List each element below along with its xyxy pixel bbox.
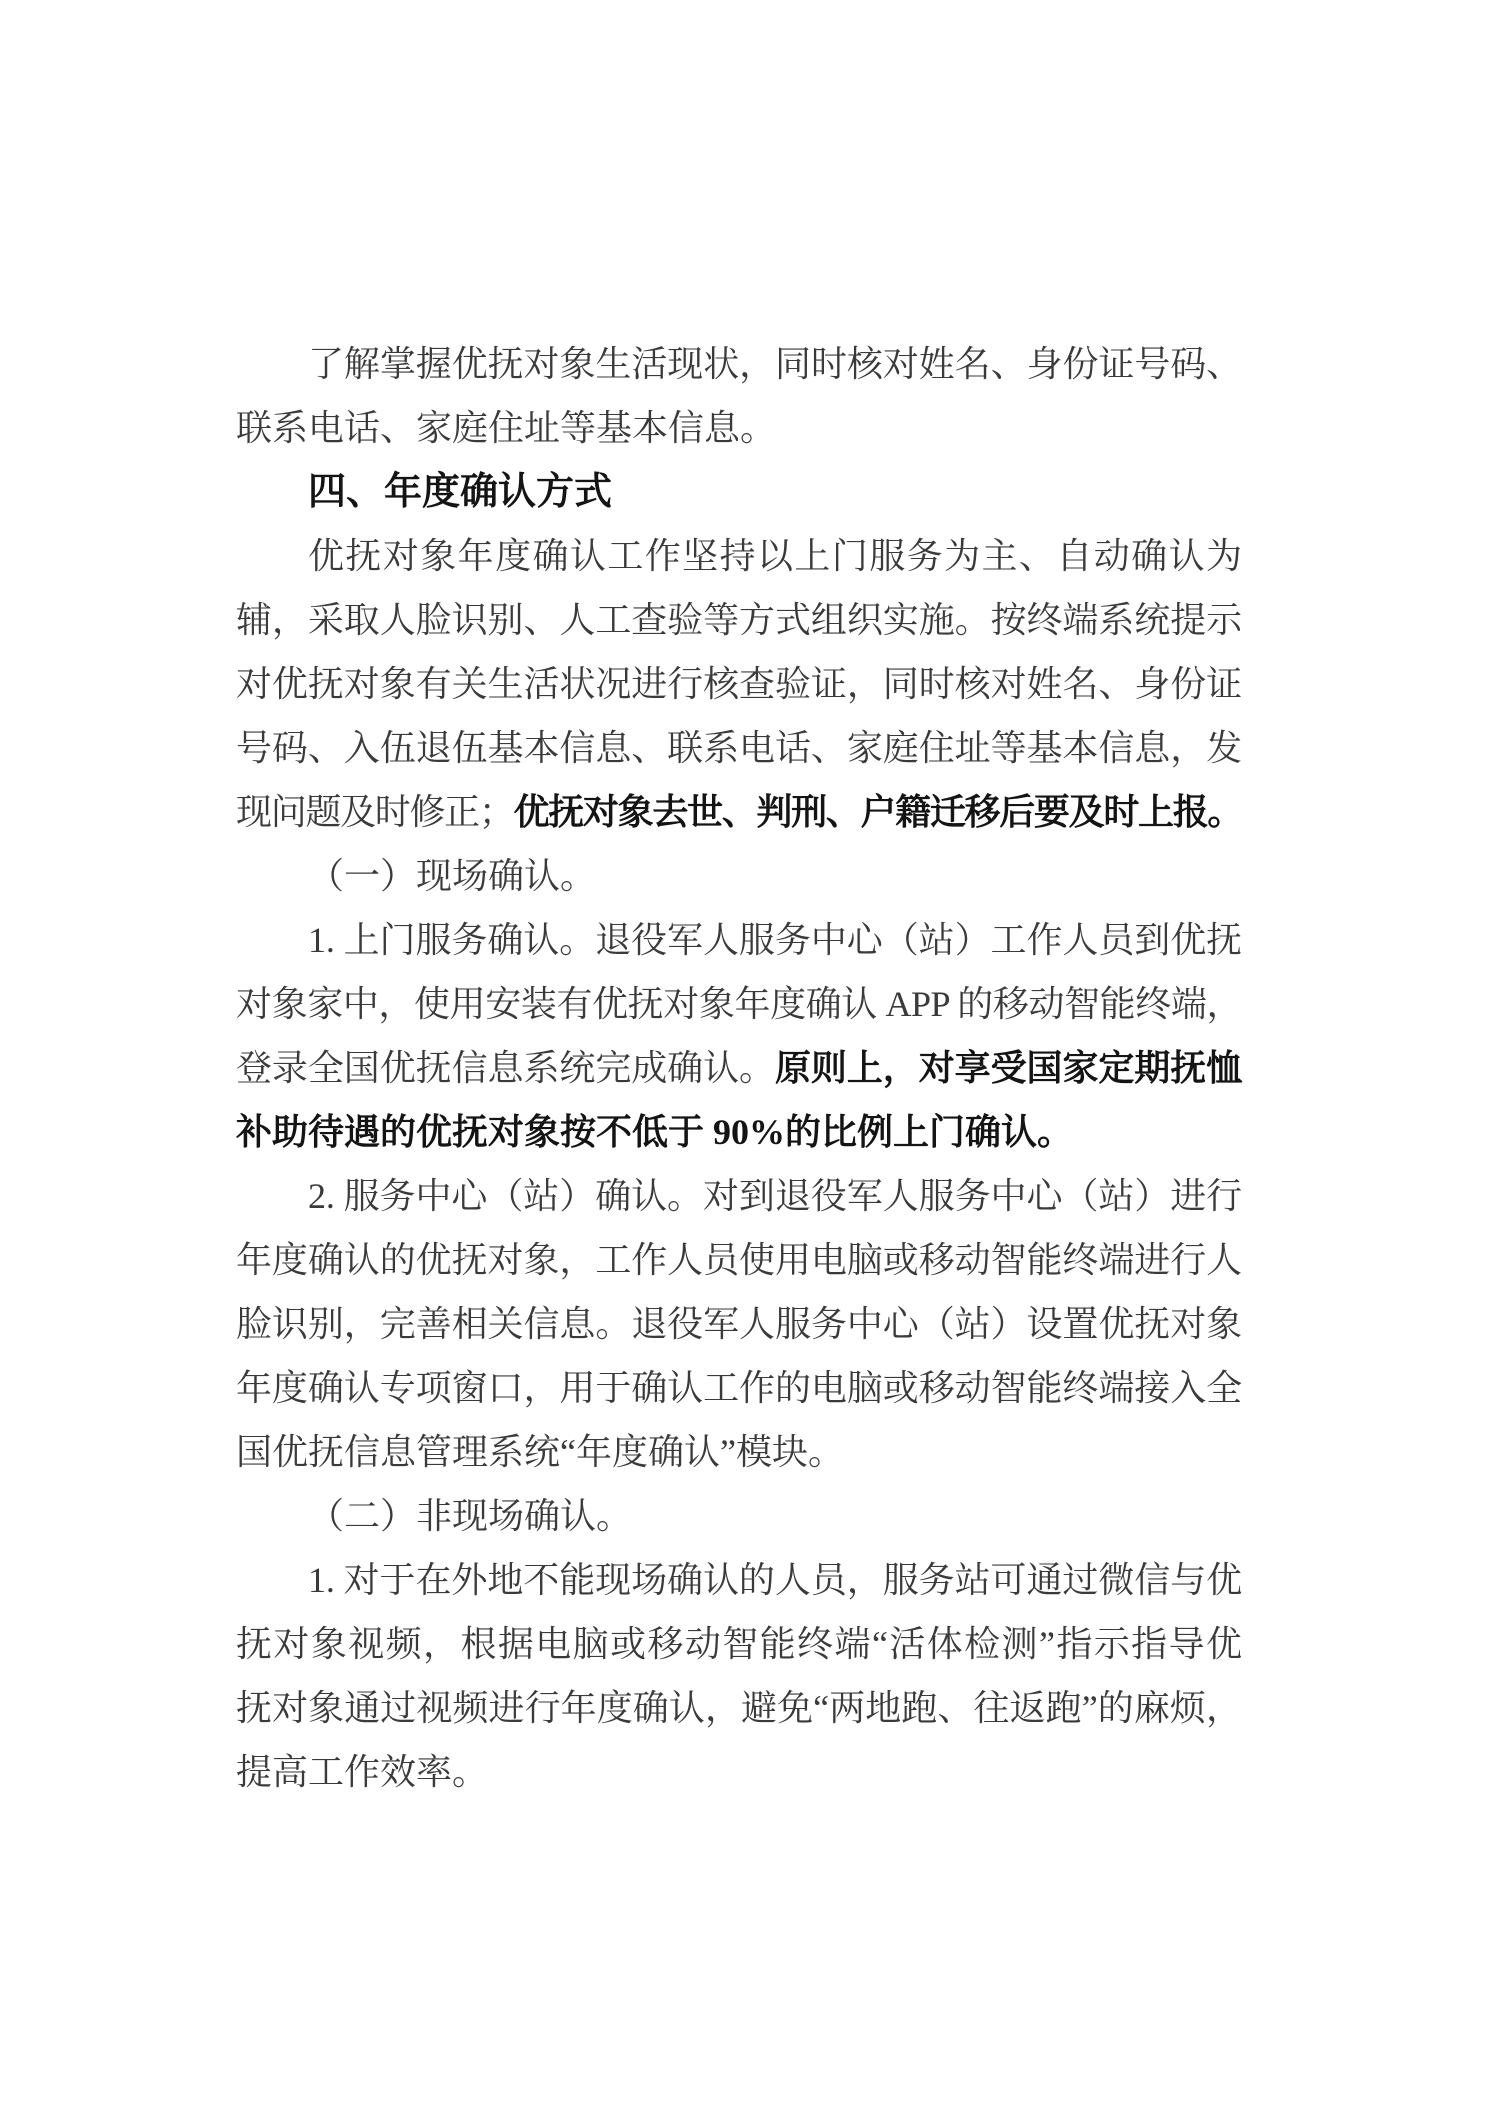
text-line [236,1100,1242,1164]
document-body [236,332,1242,1804]
text-line [236,1292,1242,1356]
text-segment: 补助待遇的优抚对象按不低于 90%的比例上门确认。 [236,1112,1074,1152]
text-segment: 原则上，对享受国家定期抚恤 [774,1048,1242,1088]
text-line [236,652,1242,716]
text-segment: 2. 服务中心（站）确认。对到退役军人服务中心（站）进行 [308,1176,1242,1216]
text-line [236,844,1242,908]
text-segment: 抚对象视频，根据电脑或移动智能终端“活体检测”指示指导优 [236,1624,1242,1664]
text-line [236,524,1242,588]
text-line [236,1548,1242,1612]
text-segment: 四、年度确认方式 [308,471,613,513]
text-segment: 抚对象通过视频进行年度确认，避免“两地跑、往返跑”的麻烦， [236,1688,1242,1728]
text-segment: 辅，采取人脸识别、人工查验等方式组织实施。按终端系统提示 [236,600,1242,640]
text-segment: 1. 对于在外地不能现场确认的人员，服务站可通过微信与优 [308,1560,1242,1600]
text-line [236,1164,1242,1228]
text-line [236,588,1242,652]
text-segment: （一）现场确认。 [308,856,597,896]
text-line [236,1228,1242,1292]
text-segment: 联系电话、家庭住址等基本信息。 [236,408,777,448]
text-segment: 优抚对象去世、判刑、户籍迁移后要及时上报。 [513,792,1242,832]
text-line [236,1740,1242,1804]
text-segment: 了解掌握优抚对象生活现状，同时核对姓名、身份证号码、 [308,344,1242,384]
text-segment: 1. 上门服务确认。退役军人服务中心（站）工作人员到优抚 [308,920,1242,960]
text-line [236,396,1242,460]
text-segment: （二）非现场确认。 [308,1496,633,1536]
text-line [236,1356,1242,1420]
text-segment: 提高工作效率。 [236,1752,489,1792]
text-line [236,1420,1242,1484]
text-line [236,1612,1242,1676]
text-line [236,1676,1242,1740]
text-segment: 对优抚对象有关生活状况进行核查验证，同时核对姓名、身份证 [236,664,1242,704]
text-segment: 登录全国优抚信息系统完成确认。 [236,1048,775,1088]
text-line [236,972,1242,1036]
text-segment: 现问题及时修正； [236,792,514,832]
text-line [236,780,1242,844]
text-segment: 脸识别，完善相关信息。退役军人服务中心（站）设置优抚对象 [236,1304,1242,1344]
text-segment: 国优抚信息管理系统“年度确认”模块。 [236,1432,844,1472]
text-line [236,908,1242,972]
text-segment: 对象家中，使用安装有优抚对象年度确认 APP 的移动智能终端， [236,984,1242,1024]
section-heading [236,460,1242,524]
text-line [236,1484,1242,1548]
text-segment: 年度确认专项窗口，用于确认工作的电脑或移动智能终端接入全 [236,1368,1242,1408]
text-line [236,332,1242,396]
text-segment: 号码、入伍退伍基本信息、联系电话、家庭住址等基本信息，发 [236,728,1242,768]
text-line [236,1036,1242,1100]
text-segment: 年度确认的优抚对象，工作人员使用电脑或移动智能终端进行人 [236,1240,1242,1280]
text-line [236,716,1242,780]
text-segment: 优抚对象年度确认工作坚持以上门服务为主、自动确认为 [308,536,1242,576]
